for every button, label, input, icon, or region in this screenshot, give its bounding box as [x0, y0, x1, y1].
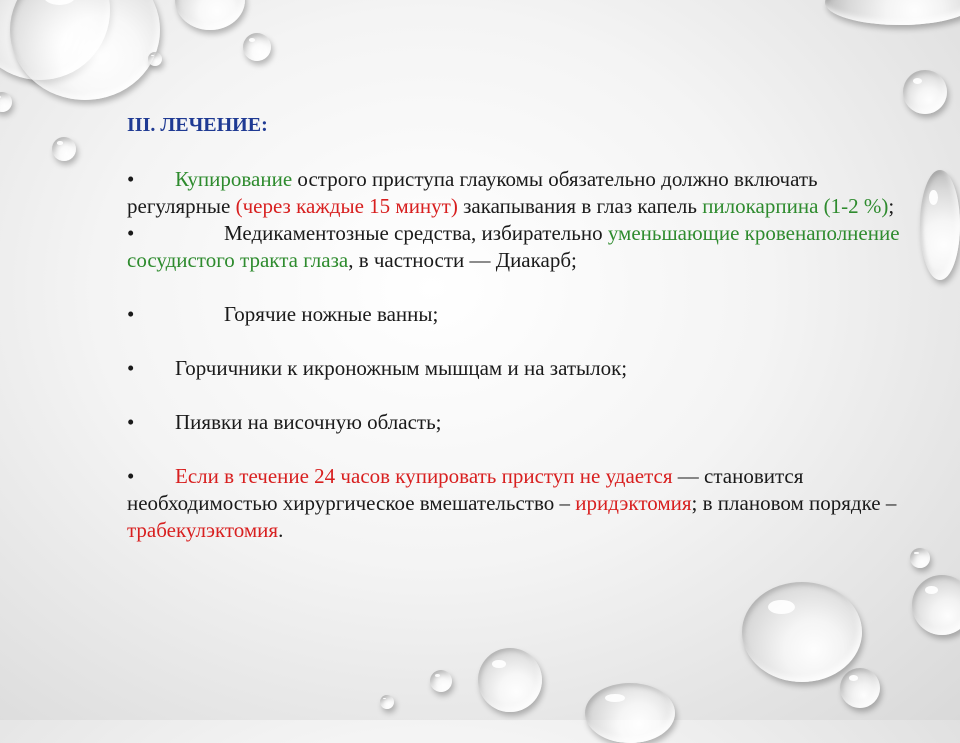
- item-text: , в частности — Диакарб;: [348, 248, 577, 272]
- item-text: иридэктомия: [575, 491, 692, 515]
- slide-content: [127, 112, 917, 544]
- item-text: (через каждые 15 минут): [235, 194, 458, 218]
- water-drop-decoration: [175, 0, 245, 30]
- item-text: Пиявки на височную область;: [175, 410, 442, 434]
- water-drop-decoration: [912, 575, 960, 635]
- water-drop-decoration: [825, 0, 960, 25]
- item-text: Если в течение 24 часов купировать приступ не удается: [175, 464, 673, 488]
- water-drop-decoration: [430, 670, 452, 692]
- item-text: — становится необходимостью хирургическое вмешательство –: [127, 464, 804, 515]
- water-drop-decoration: [478, 648, 542, 712]
- bullet: •: [127, 302, 135, 326]
- bullet: •: [127, 221, 135, 245]
- spacer: [127, 382, 917, 409]
- water-drop-decoration: [910, 548, 930, 568]
- water-drop-decoration: [243, 33, 271, 61]
- water-drop-decoration: [840, 668, 880, 708]
- item-text: острого приступа глаукомы обязательно должно включать регулярные: [127, 167, 818, 218]
- item-text: Горчичники к икроножным мышцам и на затылок;: [175, 356, 628, 380]
- item-text: закапывания в глаз капель: [457, 194, 703, 218]
- item-text: Купирование: [175, 167, 293, 191]
- list-item: [127, 220, 917, 274]
- item-text: трабекулэктомия: [127, 518, 279, 542]
- water-drop-decoration: [10, 0, 160, 100]
- spacer: [127, 328, 917, 355]
- list-item: [127, 355, 917, 382]
- water-drop-decoration: [920, 170, 960, 280]
- bullet: •: [127, 167, 135, 191]
- list-item: [127, 409, 917, 436]
- item-text: пилокарпина (1-2 %): [702, 194, 889, 218]
- water-drop-decoration: [148, 52, 162, 66]
- water-drop-decoration: [52, 137, 76, 161]
- item-text: Горячие ножные ванны;: [224, 302, 439, 326]
- water-drop-decoration: [0, 92, 12, 112]
- bullet: •: [127, 356, 135, 380]
- slide-heading: III. ЛЕЧЕНИЕ:: [127, 114, 268, 136]
- list-item: [127, 301, 917, 328]
- bullet: •: [127, 410, 135, 434]
- water-drop-decoration: [742, 582, 862, 682]
- water-drop-decoration: [903, 70, 947, 114]
- item-text: уменьшающие кровенаполнение сосудистого тракта глаза: [127, 221, 900, 272]
- spacer: [127, 436, 917, 463]
- item-text: .: [278, 518, 284, 542]
- bullet: •: [127, 464, 135, 488]
- water-drop-decoration: [585, 683, 675, 743]
- list-item: [127, 463, 917, 544]
- item-text: ; в плановом порядке –: [691, 491, 897, 515]
- item-text: ;: [888, 194, 895, 218]
- item-text: Медикаментозные средства, избирательно: [224, 221, 608, 245]
- list-item: [127, 166, 917, 220]
- spacer: [127, 274, 917, 301]
- water-drop-decoration: [380, 695, 394, 709]
